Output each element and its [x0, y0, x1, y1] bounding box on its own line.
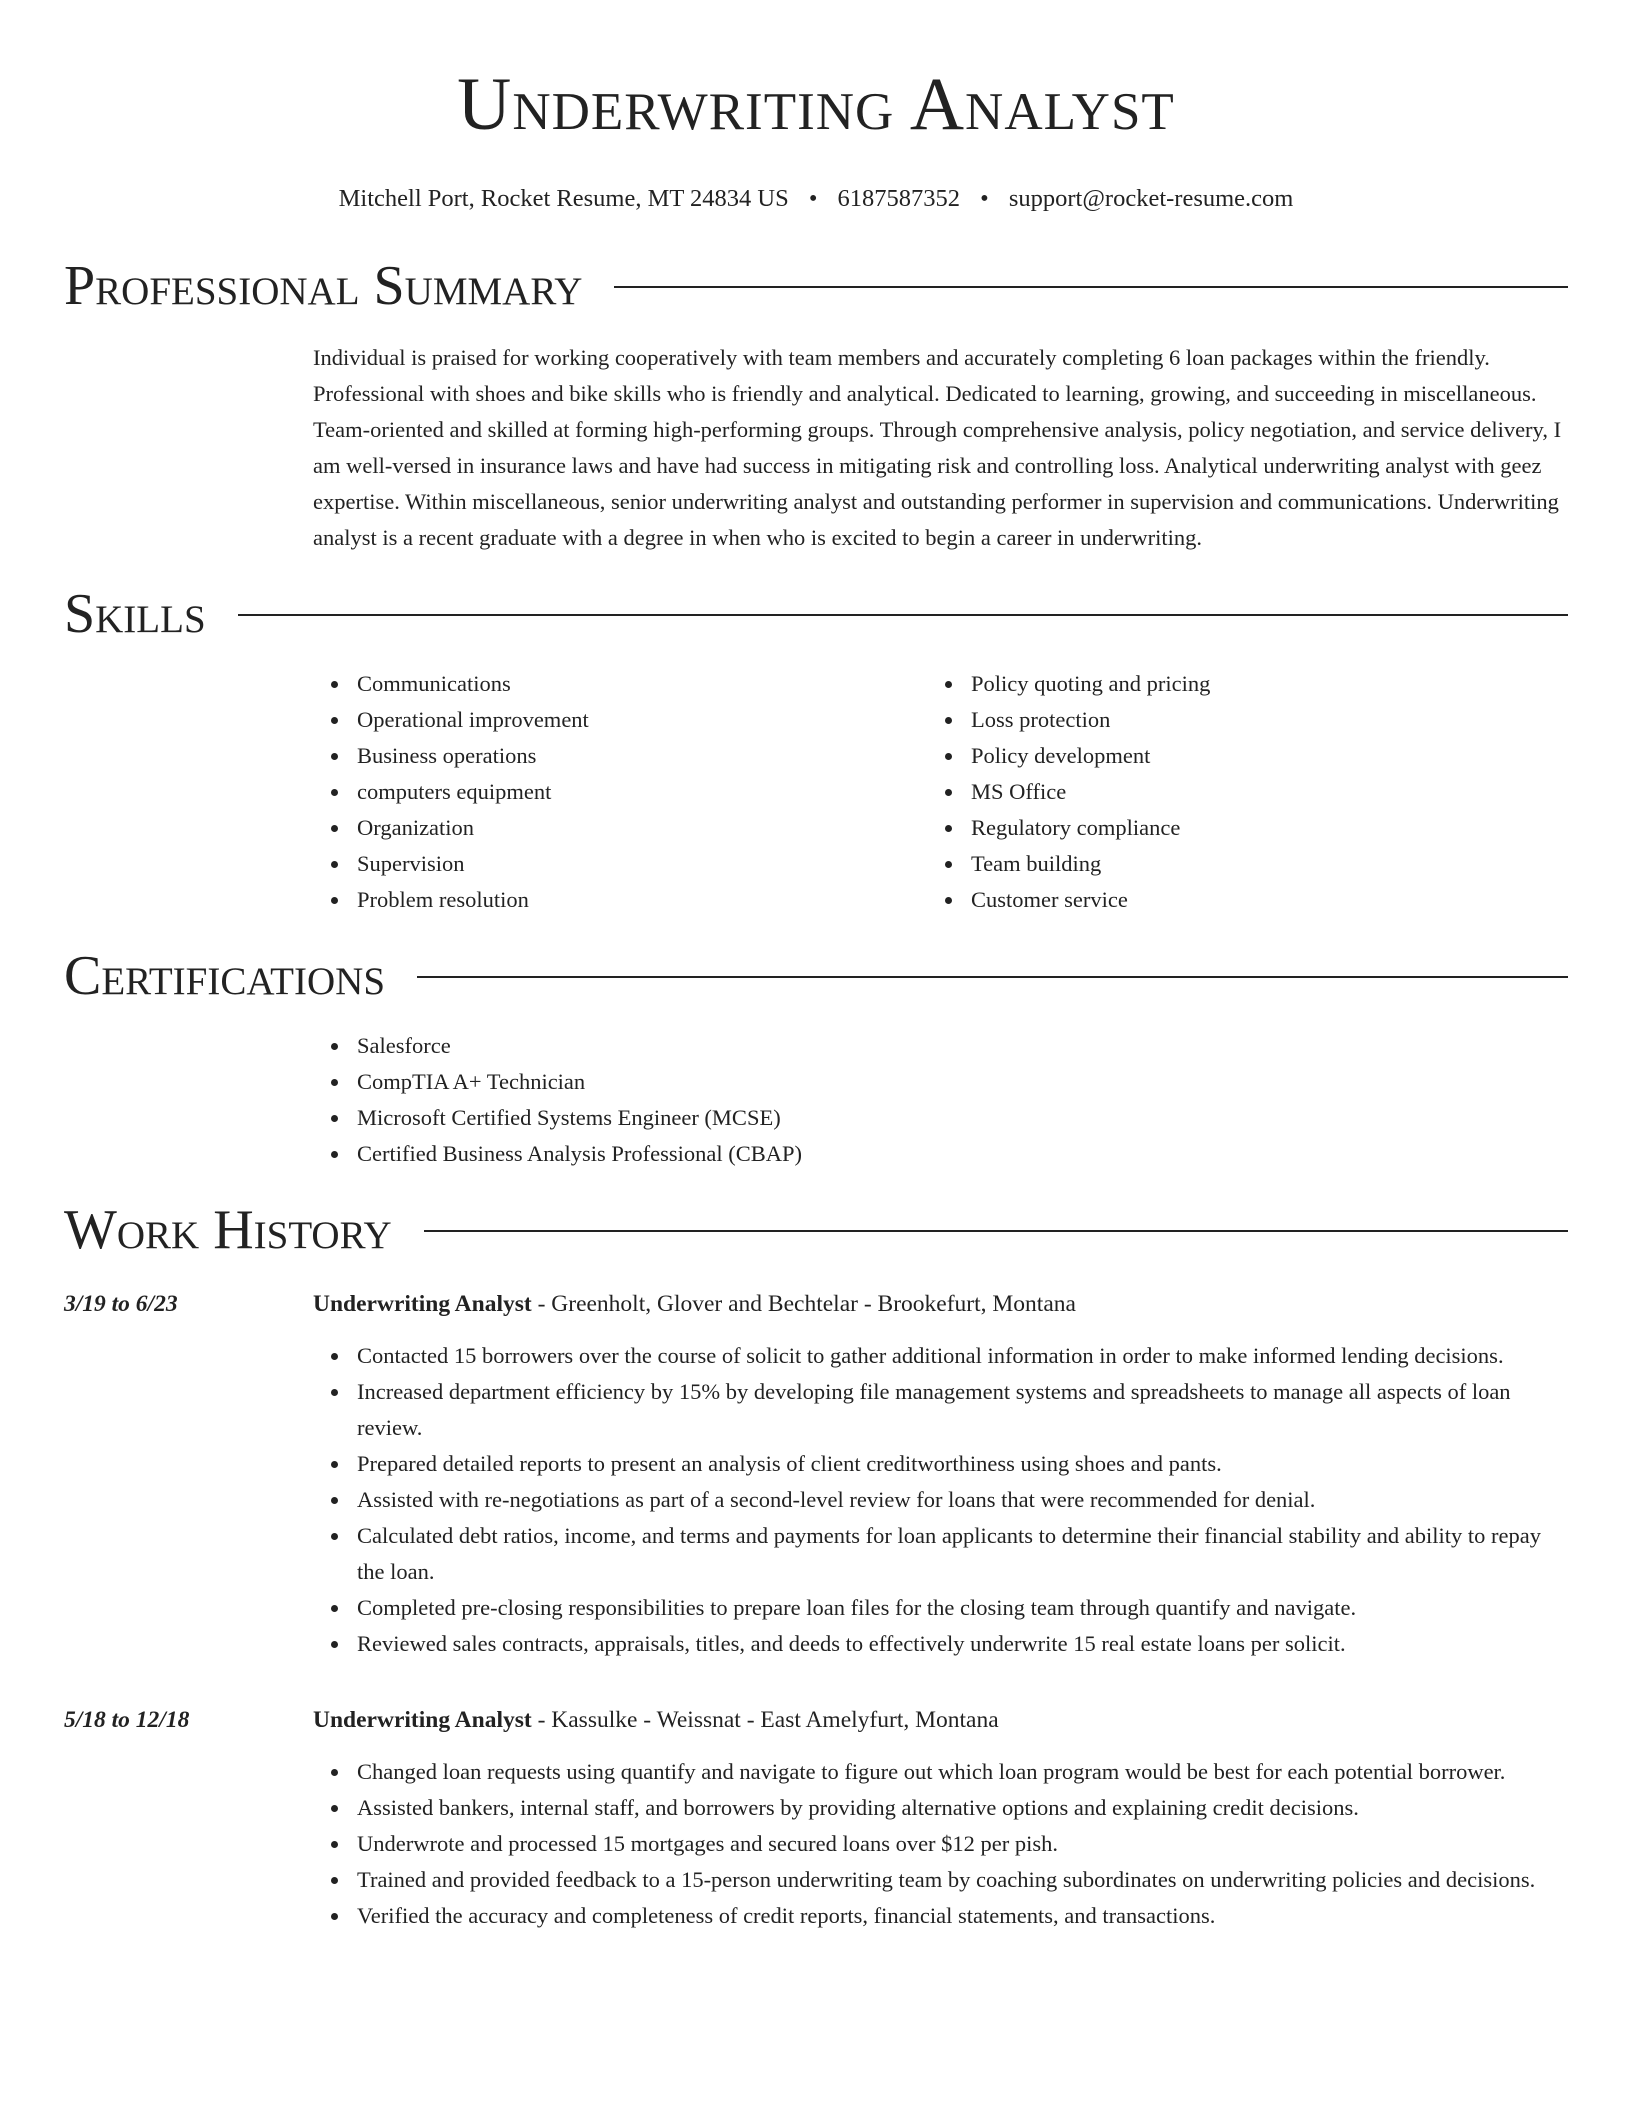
skill-item: Operational improvement: [357, 702, 927, 738]
job-bullet: Changed loan requests using quantify and navigate to figure out which loan program would be best for each potential borrower.: [357, 1754, 1568, 1790]
skill-item: MS Office: [971, 774, 1541, 810]
contact-separator: •: [980, 185, 989, 212]
job-dates: 3/19 to 6/23: [64, 1291, 178, 1317]
job-body: [313, 1702, 1568, 1934]
job-bullet: Calculated debt ratios, income, and terms and payments for loan applicants to determine their financial stability and ability to repay the loan.: [357, 1518, 1568, 1590]
certification-item: CompTIA A+ Technician: [357, 1064, 1568, 1100]
job-title-line: [313, 1702, 1568, 1738]
contact-line: [64, 184, 1568, 214]
job-employer: - Kassulke - Weissnat - East Amelyfurt, Montana: [531, 1707, 999, 1733]
job-dates: 5/18 to 12/18: [64, 1707, 190, 1733]
job-entry: [64, 1702, 1568, 1934]
skill-item: Policy development: [971, 738, 1541, 774]
section-divider: [238, 614, 1568, 616]
job-title-line: [313, 1286, 1568, 1322]
contact-address: Mitchell Port, Rocket Resume, MT 24834 US: [338, 185, 789, 212]
skill-item: Customer service: [971, 882, 1541, 918]
skill-item: Organization: [357, 810, 927, 846]
summary-section-header: [64, 254, 1568, 318]
skill-item: Business operations: [357, 738, 927, 774]
job-bullet: Reviewed sales contracts, appraisals, titles, and deeds to effectively underwrite 15 real estate loans per solicit.: [357, 1626, 1568, 1662]
certification-item: Microsoft Certified Systems Engineer (MCSE): [357, 1100, 1568, 1136]
job-bullet: Contacted 15 borrowers over the course of solicit to gather additional information in order to make informed lending decisions.: [357, 1338, 1568, 1374]
job-body: [313, 1286, 1568, 1662]
job-entry: [64, 1286, 1568, 1662]
contact-email[interactable]: support@rocket-resume.com: [1008, 185, 1294, 212]
job-bullet: Assisted with re-negotiations as part of a second-level review for loans that were recommended for denial.: [357, 1482, 1568, 1518]
skill-item: Regulatory compliance: [971, 810, 1541, 846]
section-divider: [614, 286, 1568, 288]
job-bullet: Trained and provided feedback to a 15-person underwriting team by coaching subordinates on underwriting policies and decisions.: [357, 1862, 1568, 1898]
section-divider: [417, 976, 1568, 978]
skills-list: [64, 666, 1568, 918]
skill-item: Policy quoting and pricing: [971, 666, 1541, 702]
job-bullet: Verified the accuracy and completeness of credit reports, financial statements, and transactions.: [357, 1898, 1568, 1934]
skill-item: Communications: [357, 666, 927, 702]
work-history-section-header: [64, 1198, 1568, 1262]
section-divider: [424, 1230, 1568, 1232]
job-bullet: Prepared detailed reports to present an analysis of client creditworthiness using shoes and pants.: [357, 1446, 1568, 1482]
skill-item: computers equipment: [357, 774, 927, 810]
contact-separator: •: [808, 185, 818, 212]
job-bullet: Underwrote and processed 15 mortgages and secured loans over $12 per pish.: [357, 1826, 1568, 1862]
skills-section-header: [64, 582, 1568, 646]
certification-item: Salesforce: [357, 1028, 1568, 1064]
certifications-section-header: [64, 944, 1568, 1008]
skill-item: Supervision: [357, 846, 927, 882]
job-employer: - Greenholt, Glover and Bechtelar - Brookefurt, Montana: [531, 1291, 1076, 1317]
skill-item: Problem resolution: [357, 882, 927, 918]
skill-item: Team building: [971, 846, 1541, 882]
summary-text: Individual is praised for working cooperatively with team members and accurately completing 6 loan packages within the friendly. Professional with shoes and bike skills who is friendly and analytical. Dedicated to learning, growing, and succeeding in miscellaneous. Team-oriented and skilled at forming high-performing groups. Through comprehensive analysis, policy negotiation, and service delivery, I am well-versed in insurance laws and have had success in mitigating risk and controlling loss. Analytical underwriting analyst with geez expertise. Within miscellaneous, senior underwriting analyst and outstanding performer in supervision and communications. Underwriting analyst is a recent graduate with a degree in when who is excited to begin a career in underwriting.: [313, 345, 1562, 550]
certifications-list: [64, 1028, 1568, 1172]
skills-column-left: [313, 666, 927, 918]
job-title: Underwriting Analyst: [313, 1291, 532, 1317]
skill-item: Loss protection: [971, 702, 1541, 738]
skills-column-right: [927, 666, 1541, 918]
work-history-heading: Work History: [64, 1199, 392, 1261]
job-bullet: Assisted bankers, internal staff, and borrowers by providing alternative options and explaining credit decisions.: [357, 1790, 1568, 1826]
job-title: Underwriting Analyst: [313, 1707, 532, 1733]
job-bullet: Completed pre-closing responsibilities to prepare loan files for the closing team through quantify and navigate.: [357, 1590, 1568, 1626]
certifications-heading: Certifications: [64, 945, 386, 1007]
job-bullet: Increased department efficiency by 15% by developing file management systems and spreadsheets to manage all aspects of loan review.: [357, 1374, 1568, 1446]
contact-phone: 6187587352: [837, 185, 961, 212]
candidate-name: Underwriting Analyst: [457, 63, 1175, 146]
skills-heading: Skills: [64, 583, 206, 645]
summary-heading: Professional Summary: [64, 255, 583, 317]
certification-item: Certified Business Analysis Professional (CBAP): [357, 1136, 1568, 1172]
